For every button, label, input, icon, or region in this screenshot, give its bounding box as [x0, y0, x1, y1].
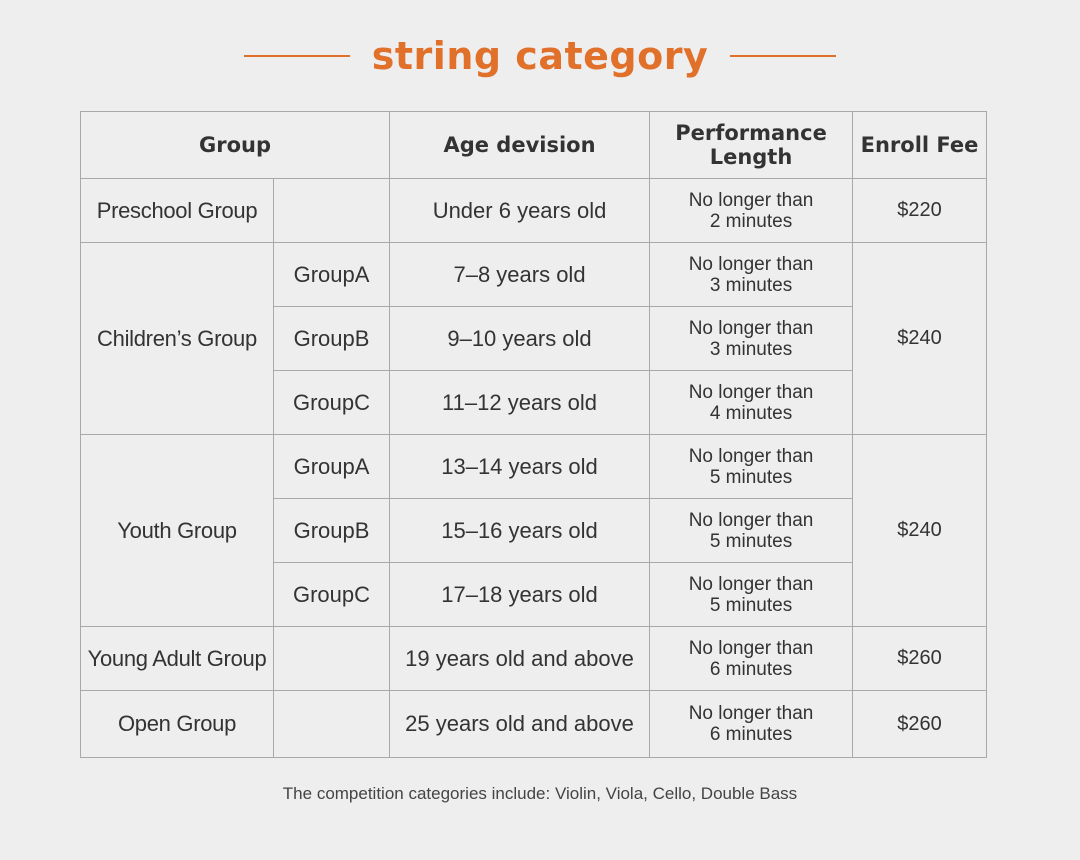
subgroup-cell: GroupA: [274, 243, 390, 307]
title-row: [0, 26, 1080, 86]
subgroup-empty: [274, 691, 390, 758]
length-line2: 3 minutes: [709, 274, 793, 296]
age-cell: 9–10 years old: [390, 307, 650, 371]
header-age: Age devision: [390, 112, 650, 179]
header-length-line1: Performance: [675, 121, 827, 145]
age-cell: 13–14 years old: [390, 435, 650, 499]
length-line2: 4 minutes: [709, 402, 793, 424]
table-header-row: [81, 112, 987, 179]
length-line2: 6 minutes: [709, 658, 793, 680]
age-cell: 15–16 years old: [390, 499, 650, 563]
subgroup-empty: [274, 627, 390, 691]
age-cell: 19 years old and above: [390, 627, 650, 691]
fee-cell: $240: [853, 435, 987, 627]
length-line2: 6 minutes: [709, 724, 793, 745]
group-name: Young Adult Group: [81, 627, 274, 691]
age-cell: 11–12 years old: [390, 371, 650, 435]
length-line2: 2 minutes: [709, 210, 793, 232]
length-cell: [650, 691, 853, 758]
fee-cell: $260: [853, 627, 987, 691]
length-cell: [650, 563, 853, 627]
fee-table: [80, 111, 987, 758]
title-right-rule: [730, 55, 836, 57]
length-cell: [650, 435, 853, 499]
length-line1: No longer than: [688, 253, 814, 275]
fee-cell: $220: [853, 179, 987, 243]
table-row: [81, 179, 987, 243]
footnote: The competition categories include: Violin, Viola, Cello, Double Bass: [282, 784, 798, 803]
fee-cell: $260: [853, 691, 987, 758]
age-cell: Under 6 years old: [390, 179, 650, 243]
length-line1: No longer than: [688, 637, 814, 659]
length-line1: No longer than: [688, 381, 814, 403]
length-cell: [650, 499, 853, 563]
header-length: [650, 112, 853, 179]
length-line1: No longer than: [688, 703, 814, 724]
length-cell: [650, 243, 853, 307]
length-line1: No longer than: [688, 509, 814, 531]
length-line1: No longer than: [688, 445, 814, 467]
header-group: Group: [81, 112, 390, 179]
subgroup-cell: GroupC: [274, 371, 390, 435]
length-cell: [650, 371, 853, 435]
table-row: [81, 691, 987, 758]
subgroup-cell: GroupB: [274, 499, 390, 563]
length-line1: No longer than: [688, 573, 814, 595]
group-name: Children’s Group: [81, 243, 274, 435]
group-name: Youth Group: [81, 435, 274, 627]
table-row: [81, 627, 987, 691]
age-cell: 17–18 years old: [390, 563, 650, 627]
length-line2: 5 minutes: [709, 466, 793, 488]
length-cell: [650, 179, 853, 243]
length-line1: No longer than: [688, 189, 814, 211]
subgroup-cell: GroupA: [274, 435, 390, 499]
length-line1: No longer than: [688, 317, 814, 339]
subgroup-cell: GroupC: [274, 563, 390, 627]
header-length-line2: Length: [709, 145, 793, 169]
subgroup-empty: [274, 179, 390, 243]
length-cell: [650, 627, 853, 691]
age-cell: 25 years old and above: [390, 691, 650, 758]
length-cell: [650, 307, 853, 371]
title-left-rule: [244, 55, 350, 57]
header-fee: Enroll Fee: [853, 112, 987, 179]
page-title: string category: [371, 34, 709, 78]
fee-cell: $240: [853, 243, 987, 435]
length-line2: 3 minutes: [709, 338, 793, 360]
subgroup-cell: GroupB: [274, 307, 390, 371]
group-name: Open Group: [81, 691, 274, 758]
length-line2: 5 minutes: [709, 594, 793, 616]
table-row: [81, 435, 987, 499]
age-cell: 7–8 years old: [390, 243, 650, 307]
table-row: [81, 243, 987, 307]
group-name: Preschool Group: [81, 179, 274, 243]
length-line2: 5 minutes: [709, 530, 793, 552]
